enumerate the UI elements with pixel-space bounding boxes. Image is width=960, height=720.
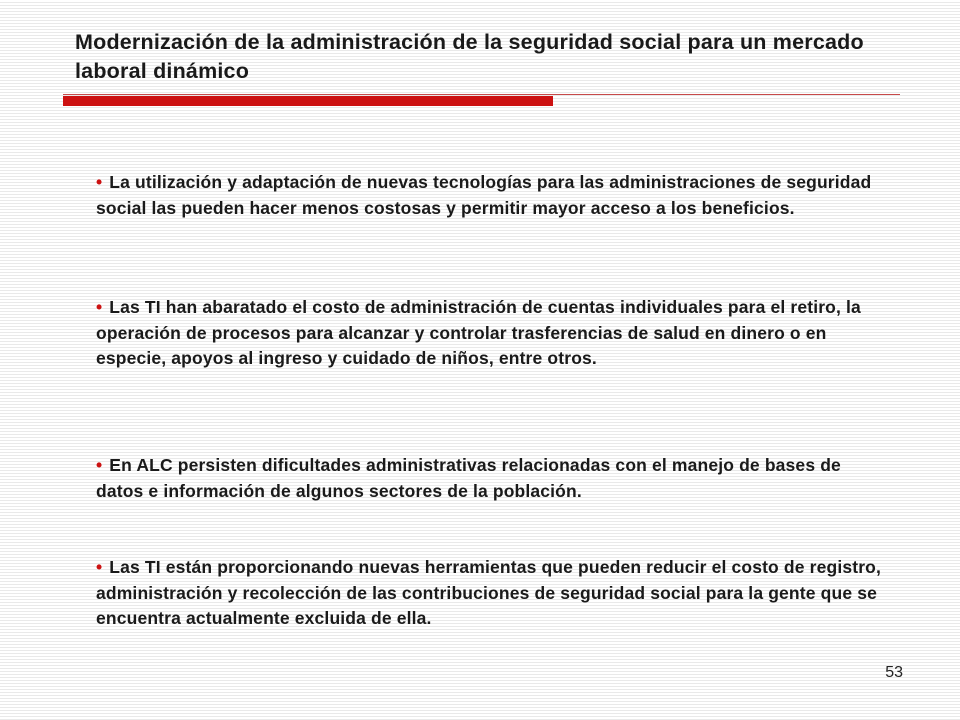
bullet-icon: • xyxy=(96,557,103,577)
title-divider-line xyxy=(63,94,900,95)
bullet-text: Las TI están proporcionando nuevas herramientas que pueden reducir el costo de registro, administración y recolección de las contribuciones de seguridad social para la gente que se encuentra actualmente excluida de ella. xyxy=(96,557,882,628)
bullet-item xyxy=(96,295,886,372)
bullet-item xyxy=(96,453,886,504)
bullet-text: En ALC persisten dificultades administrativas relacionadas con el manejo de bases de datos e información de algunos sectores de la población. xyxy=(96,455,841,501)
page-number: 53 xyxy=(885,664,903,681)
bullet-item xyxy=(96,555,886,632)
bullet-text: Las TI han abaratado el costo de administración de cuentas individuales para el retiro, la operación de procesos para alcanzar y controlar trasferencias de salud en dinero o en especie, apoyos al ingreso y cuidado de niños, entre otros. xyxy=(96,297,861,368)
title-accent-bar xyxy=(63,96,553,106)
bullet-item xyxy=(96,170,886,221)
slide-title: Modernización de la administración de la seguridad social para un mercado laboral dinámico xyxy=(75,30,864,83)
bullet-icon: • xyxy=(96,297,103,317)
bullet-text: La utilización y adaptación de nuevas tecnologías para las administraciones de seguridad social las pueden hacer menos costosas y permitir mayor acceso a los beneficios. xyxy=(96,172,872,218)
bullet-icon: • xyxy=(96,455,103,475)
bullet-icon: • xyxy=(96,172,103,192)
